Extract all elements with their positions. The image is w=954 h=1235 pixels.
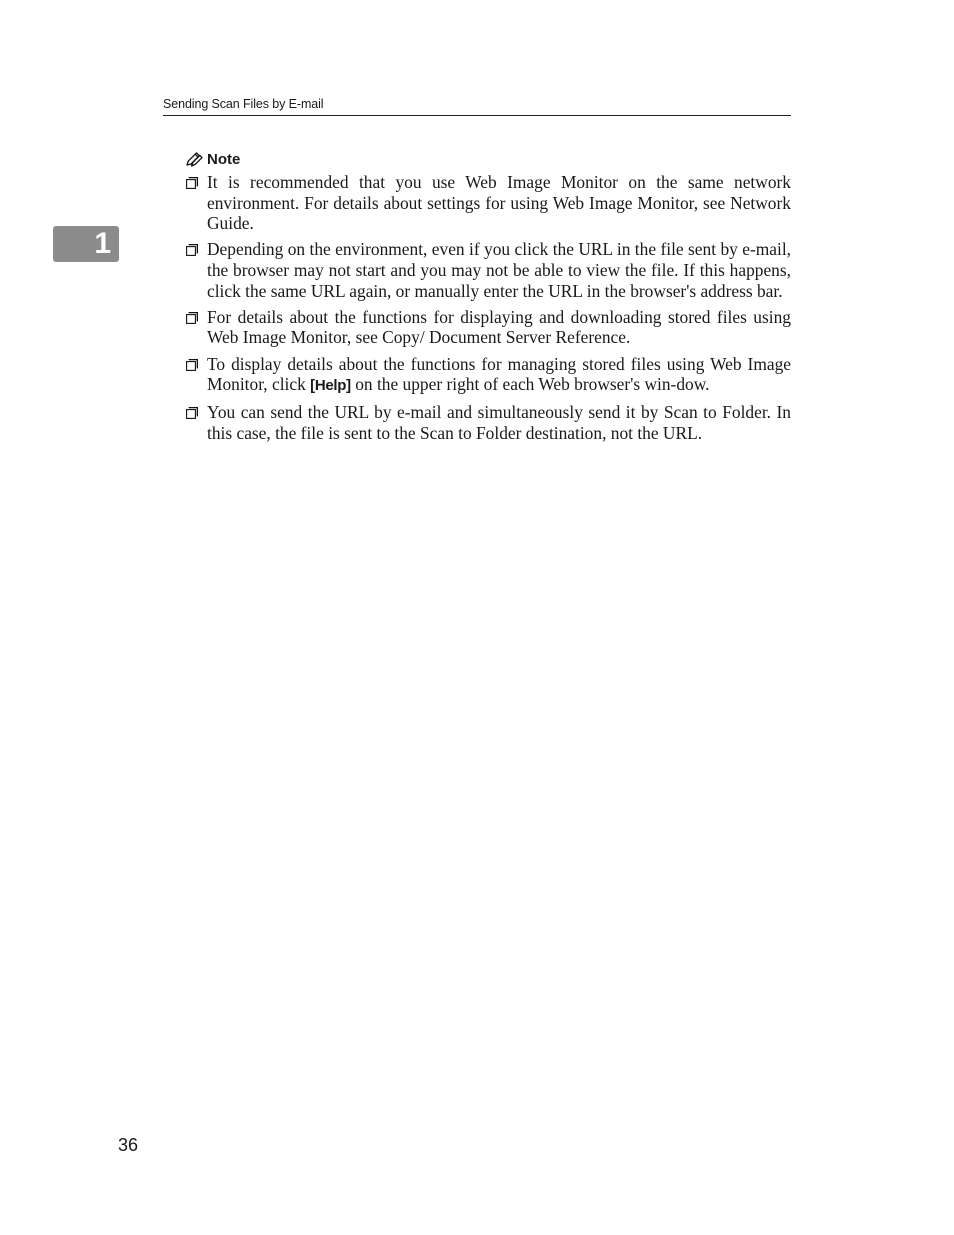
- note-item-text-before: To display details about the functions for managing stored files using Web Image Monitor, click: [207, 353, 791, 395]
- running-header: [163, 96, 791, 116]
- pencil-icon: [185, 151, 207, 167]
- checkbox-bullet-icon: [186, 244, 198, 256]
- note-item: [185, 354, 791, 397]
- checkbox-bullet-icon: [186, 359, 198, 371]
- note-heading: [185, 148, 240, 170]
- chapter-tab: [53, 226, 119, 262]
- note-item-text: For details about the functions for displaying and downloading stored files using Web Image Monitor, see Copy/ Document Server Reference.: [207, 306, 791, 348]
- note-item-text: Depending on the environment, even if you click the URL in the file sent by e-mail, the browser may not start and you may not be able to view the file. If this happens, click the same URL again, or manually enter the URL in the browser's address bar.: [207, 239, 791, 301]
- chapter-number: 1: [94, 227, 111, 260]
- checkbox-bullet-icon: [186, 407, 198, 419]
- checkbox-bullet-icon: [186, 312, 198, 324]
- note-item: [185, 402, 791, 443]
- note-item-text: It is recommended that you use Web Image Monitor on the same network environment. For details about settings for using Web Image Monitor, see Network Guide.: [207, 172, 791, 234]
- note-heading-label: Note: [207, 150, 241, 168]
- page-number: 36: [118, 1135, 139, 1155]
- note-item: [185, 172, 791, 234]
- checkbox-bullet-icon: [186, 177, 198, 189]
- note-item-text-after: on the upper right of each Web browser's win-dow.: [350, 374, 710, 395]
- help-key-label: [Help]: [310, 377, 351, 395]
- note-item: [185, 239, 791, 301]
- note-item: [185, 307, 791, 348]
- running-header-title: Sending Scan Files by E-mail: [163, 97, 324, 111]
- note-list: [185, 172, 791, 449]
- note-item-text: You can send the URL by e-mail and simultaneously send it by Scan to Folder. In this case, the file is sent to the Scan to Folder destination, not the URL.: [207, 402, 791, 443]
